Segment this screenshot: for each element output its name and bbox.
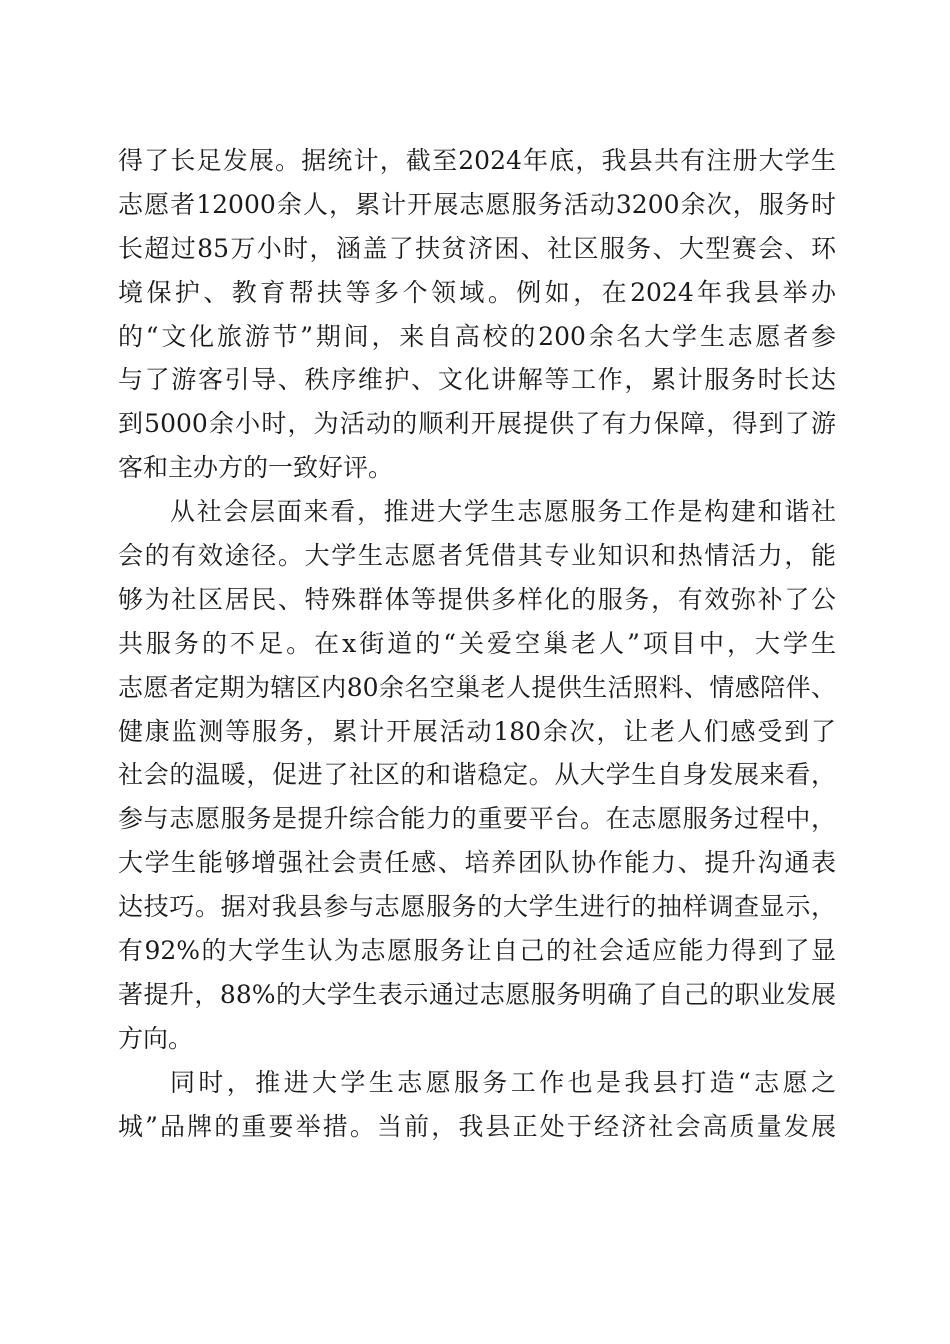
document-body xyxy=(118,139,836,1148)
paragraph-start-line: 同时，推进大学生志愿服务工作也是我县打造“志愿之 xyxy=(170,1067,836,1097)
text-line: 健康监测等服务，累计开展活动180余次，让老人们感受到了 xyxy=(118,716,836,746)
text-line: 方向。 xyxy=(118,1023,194,1053)
text-line: 会的有效途径。大学生志愿者凭借其专业知识和热情活力，能 xyxy=(118,541,836,571)
text-line: 得了长足发展。据统计，截至2024年底，我县共有注册大学生 xyxy=(118,146,836,175)
text-line: 境保护、教育帮扶等多个领域。例如，在2024年我县举办 xyxy=(118,277,836,307)
text-line: 社会的温暖，促进了社区的和谐稳定。从大学生自身发展来看， xyxy=(118,760,836,790)
text-line: 共服务的不足。在x街道的“关爱空巢老人”项目中，大学生 xyxy=(118,628,836,658)
text-line: 与了游客引导、秩序维护、文化讲解等工作，累计服务时长达 xyxy=(118,365,836,395)
text-line: 长超过85万小时，涵盖了扶贫济困、社区服务、大型赛会、环 xyxy=(118,233,836,263)
text-line: 到5000余小时，为活动的顺利开展提供了有力保障，得到了游 xyxy=(118,409,836,439)
text-line: 够为社区居民、特殊群体等提供多样化的服务，有效弥补了公 xyxy=(118,584,836,614)
text-line: 志愿者12000余人，累计开展志愿服务活动3200余次，服务时 xyxy=(118,189,836,219)
text-line: 大学生能够增强社会责任感、培养团队协作能力、提升沟通表 xyxy=(118,848,836,878)
text-line: 的“文化旅游节”期间，来自高校的200余名大学生志愿者参 xyxy=(118,321,836,351)
text-line: 志愿者定期为辖区内80余名空巢老人提供生活照料、情感陪伴、 xyxy=(118,672,836,702)
text-line: 客和主办方的一致好评。 xyxy=(118,453,394,483)
text-line: 著提升，88%的大学生表示通过志愿服务明确了自己的职业发展 xyxy=(118,979,836,1009)
text-line: 达技巧。据对我县参与志愿服务的大学生进行的抽样调查显示， xyxy=(118,892,836,922)
text-line: 城”品牌的重要举措。当前，我县正处于经济社会高质量发展 xyxy=(118,1111,836,1141)
text-line: 有92%的大学生认为志愿服务让自己的社会适应能力得到了显 xyxy=(118,936,836,966)
text-line: 参与志愿服务是提升综合能力的重要平台。在志愿服务过程中， xyxy=(118,804,836,834)
paragraph-start-line: 从社会层面来看，推进大学生志愿服务工作是构建和谐社 xyxy=(170,497,836,527)
